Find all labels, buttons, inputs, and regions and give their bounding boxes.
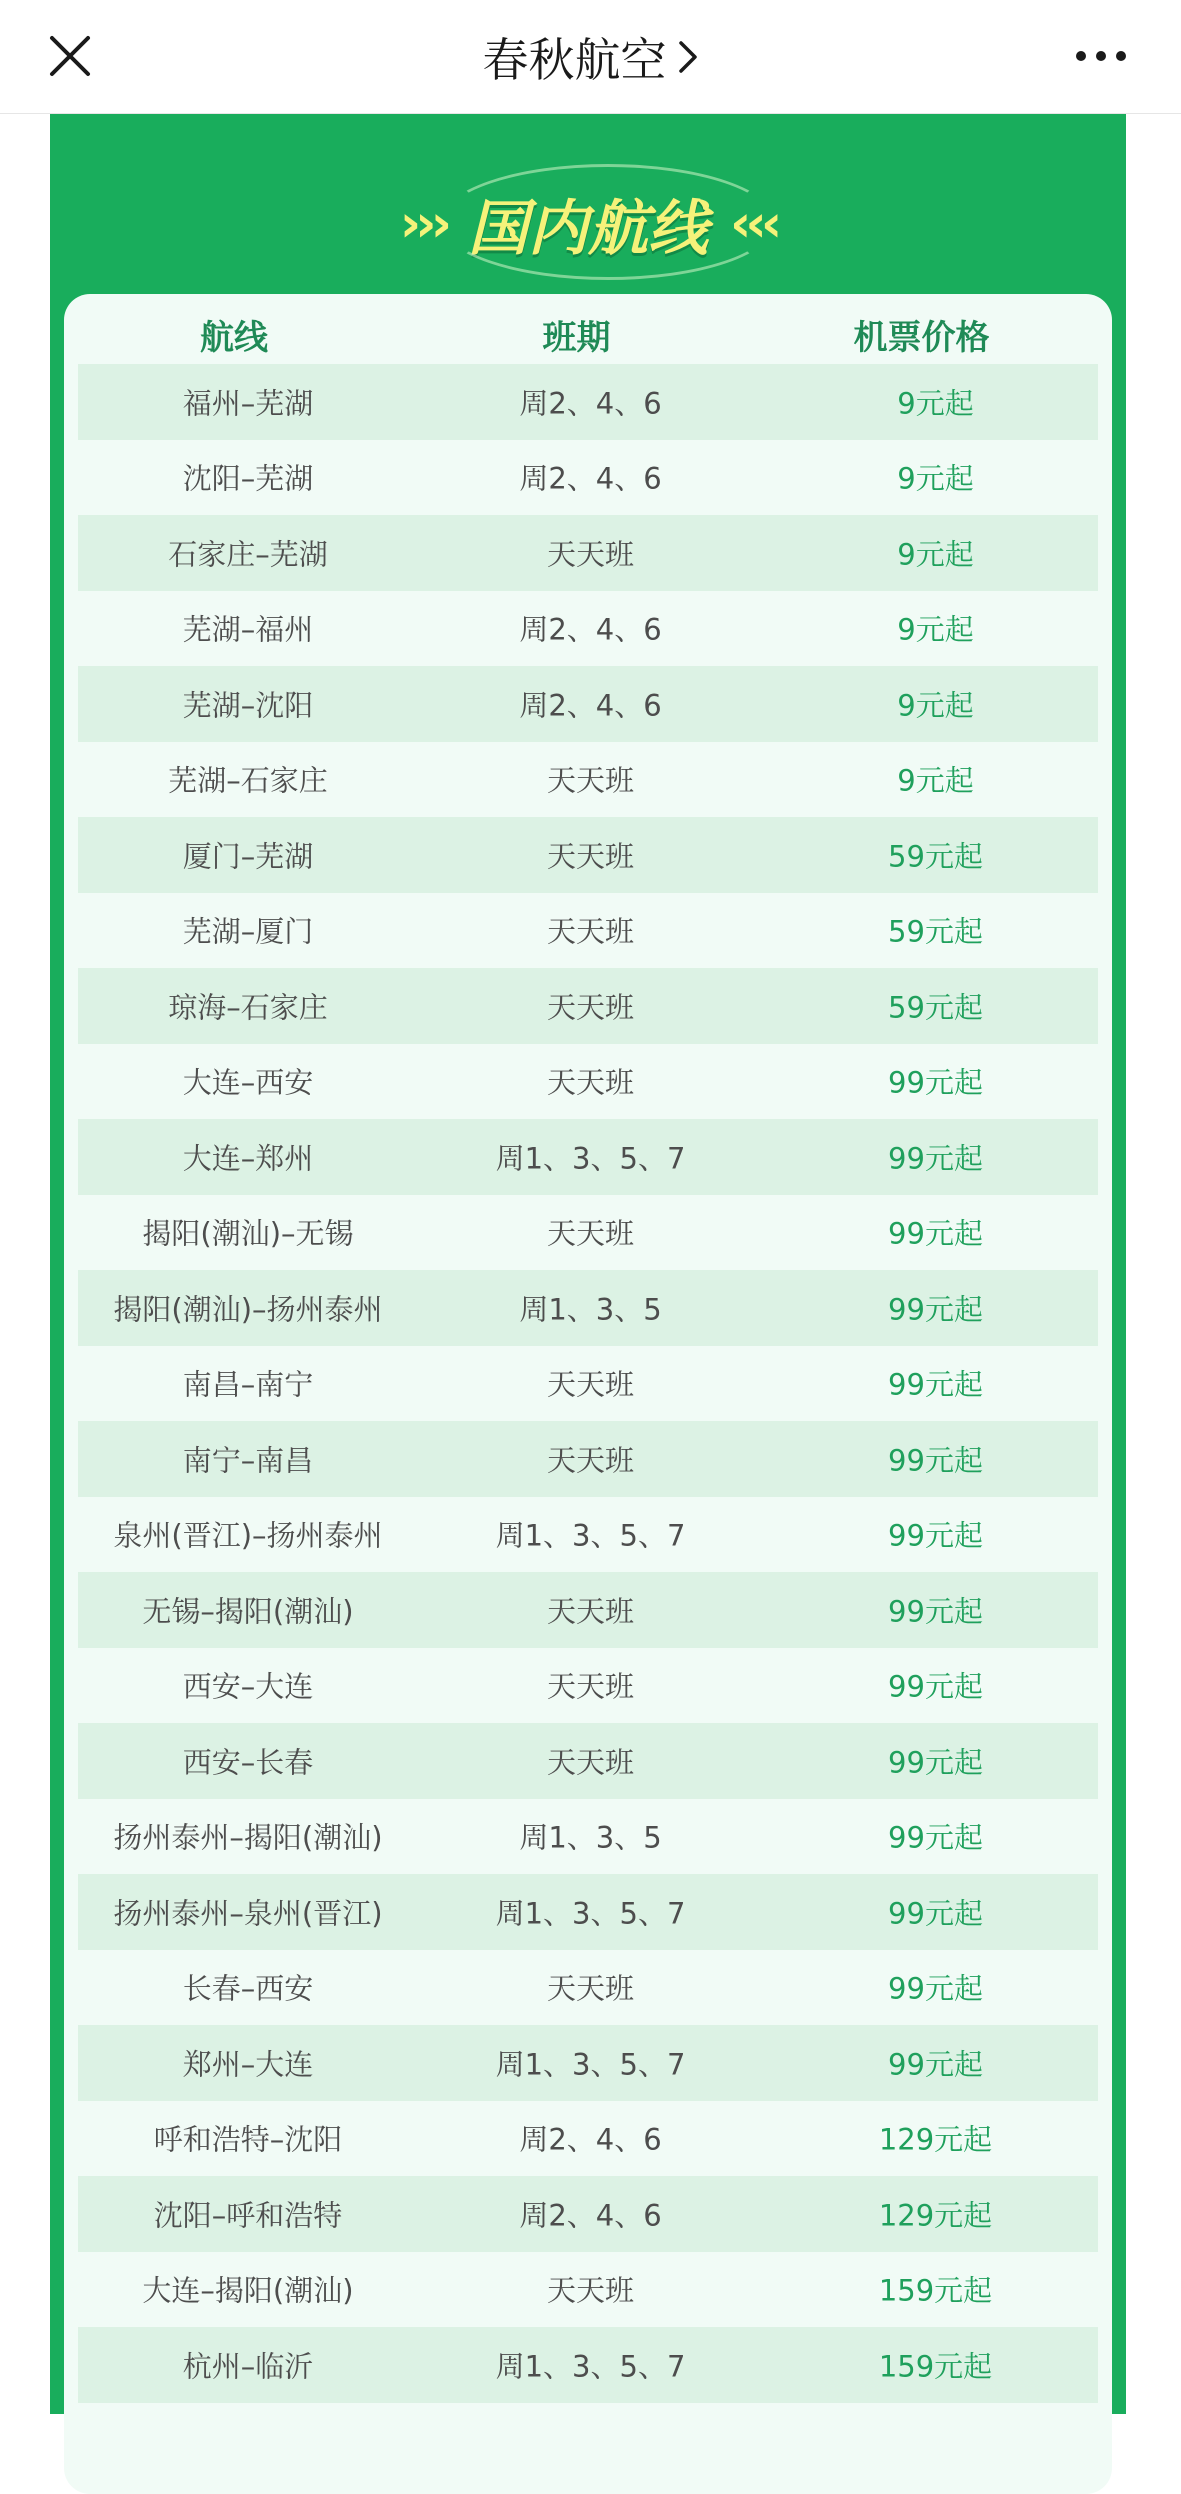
table-row [78, 1421, 1098, 1497]
table-row [78, 666, 1098, 742]
schedule-cell: 天天班 [546, 1971, 634, 2006]
banner-arrows-left: ››› [399, 194, 446, 254]
price-cell: 99元起 [888, 1669, 983, 1704]
table-row [78, 2176, 1098, 2252]
banner-heading: 国内航线 [468, 194, 708, 264]
table-body [64, 364, 1112, 2403]
schedule-cell: 周2、4、6 [519, 386, 662, 421]
price-cell: 9元起 [897, 612, 974, 647]
route-cell: 西安–长春 [182, 1745, 314, 1780]
schedule-cell: 天天班 [546, 1367, 634, 1402]
schedule-cell: 周1、3、5 [519, 1292, 662, 1327]
route-cell: 郑州–大连 [182, 2047, 314, 2082]
price-cell: 9元起 [897, 763, 974, 798]
banner-arrows-right: ‹‹‹ [730, 194, 777, 254]
schedule-cell: 天天班 [546, 1065, 634, 1100]
route-cell: 琼海–石家庄 [168, 990, 328, 1025]
price-cell: 99元起 [888, 1065, 983, 1100]
table-row [78, 893, 1098, 969]
schedule-cell: 周2、4、6 [519, 612, 662, 647]
table-row [78, 1799, 1098, 1875]
table-row [78, 1044, 1098, 1120]
schedule-cell: 天天班 [546, 763, 634, 798]
schedule-cell: 天天班 [546, 839, 634, 874]
header-schedule: 班期 [542, 318, 611, 358]
route-cell: 揭阳(潮汕)–无锡 [142, 1216, 354, 1251]
schedule-cell: 天天班 [546, 1669, 634, 1704]
price-cell: 99元起 [888, 1745, 983, 1780]
price-cell: 99元起 [888, 1971, 983, 2006]
table-row [78, 515, 1098, 591]
table-row [78, 591, 1098, 667]
schedule-cell: 周2、4、6 [519, 2198, 662, 2233]
price-cell: 99元起 [888, 1141, 983, 1176]
more-dots-icon[interactable] [1061, 26, 1141, 86]
route-cell: 长春–西安 [182, 1971, 314, 2006]
table-row [78, 1572, 1098, 1648]
route-cell: 大连–西安 [182, 1065, 314, 1100]
route-cell: 西安–大连 [182, 1669, 314, 1704]
price-cell: 99元起 [888, 1443, 983, 1478]
chevron-right-icon[interactable] [677, 39, 699, 75]
table-row [78, 817, 1098, 893]
price-cell: 129元起 [878, 2122, 993, 2157]
price-cell: 99元起 [888, 2047, 983, 2082]
table-row [78, 1874, 1098, 1950]
table-row [78, 2025, 1098, 2101]
route-cell: 扬州泰州–泉州(晋江) [113, 1896, 383, 1931]
route-cell: 呼和浩特–沈阳 [153, 2122, 343, 2157]
price-cell: 59元起 [888, 914, 983, 949]
banner-swoosh [440, 164, 776, 280]
price-cell: 9元起 [897, 461, 974, 496]
route-cell: 杭州–临沂 [182, 2349, 314, 2384]
table-row [78, 1270, 1098, 1346]
route-cell: 芜湖–石家庄 [168, 763, 328, 798]
route-cell: 大连–郑州 [182, 1141, 314, 1176]
schedule-cell: 天天班 [546, 1745, 634, 1780]
price-cell: 99元起 [888, 1292, 983, 1327]
route-table [64, 294, 1112, 2494]
top-nav-bar [0, 0, 1181, 114]
table-row [78, 1497, 1098, 1573]
route-cell: 石家庄–芜湖 [168, 537, 328, 572]
price-cell: 99元起 [888, 1594, 983, 1629]
table-row [78, 364, 1098, 440]
route-cell: 南昌–南宁 [182, 1367, 314, 1402]
price-cell: 159元起 [878, 2349, 993, 2384]
table-row [78, 742, 1098, 818]
table-row [78, 440, 1098, 516]
schedule-cell: 周1、3、5 [519, 1820, 662, 1855]
schedule-cell: 周1、3、5、7 [495, 1518, 686, 1553]
route-cell: 芜湖–沈阳 [182, 688, 314, 723]
schedule-cell: 天天班 [546, 1443, 634, 1478]
price-cell: 59元起 [888, 990, 983, 1025]
price-cell: 9元起 [897, 688, 974, 723]
schedule-cell: 周1、3、5、7 [495, 1896, 686, 1931]
price-cell: 99元起 [888, 1367, 983, 1402]
table-row [78, 1648, 1098, 1724]
route-cell: 扬州泰州–揭阳(潮汕) [113, 1820, 383, 1855]
schedule-cell: 周1、3、5、7 [495, 2349, 686, 2384]
schedule-cell: 天天班 [546, 1594, 634, 1629]
price-cell: 59元起 [888, 839, 983, 874]
route-cell: 芜湖–福州 [182, 612, 314, 647]
route-cell: 南宁–南昌 [182, 1443, 314, 1478]
schedule-cell: 周2、4、6 [519, 461, 662, 496]
schedule-cell: 天天班 [546, 990, 634, 1025]
price-cell: 99元起 [888, 1820, 983, 1855]
table-row [78, 2101, 1098, 2177]
table-row [78, 2327, 1098, 2403]
table-row [78, 968, 1098, 1044]
schedule-cell: 天天班 [546, 914, 634, 949]
banner [50, 164, 1126, 284]
table-header [64, 294, 1112, 364]
route-cell: 揭阳(潮汕)–扬州泰州 [113, 1292, 383, 1327]
route-cell: 沈阳–呼和浩特 [153, 2198, 343, 2233]
route-cell: 厦门–芜湖 [182, 839, 314, 874]
header-route: 航线 [200, 318, 268, 358]
close-icon[interactable] [40, 26, 100, 86]
table-row [78, 1950, 1098, 2026]
route-cell: 福州–芜湖 [182, 386, 314, 421]
price-cell: 159元起 [878, 2273, 993, 2308]
table-row [78, 1723, 1098, 1799]
schedule-cell: 周1、3、5、7 [495, 2047, 686, 2082]
table-row [78, 1119, 1098, 1195]
price-cell: 99元起 [888, 1518, 983, 1553]
schedule-cell: 周1、3、5、7 [495, 1141, 686, 1176]
route-poster [50, 114, 1126, 2414]
price-cell: 9元起 [897, 537, 974, 572]
price-cell: 9元起 [897, 386, 974, 421]
route-cell: 泉州(晋江)–扬州泰州 [113, 1518, 383, 1553]
header-price: 机票价格 [853, 318, 990, 358]
schedule-cell: 周2、4、6 [519, 688, 662, 723]
route-cell: 无锡–揭阳(潮汕) [142, 1594, 354, 1629]
route-cell: 大连–揭阳(潮汕) [142, 2273, 354, 2308]
table-row [78, 1195, 1098, 1271]
price-cell: 99元起 [888, 1896, 983, 1931]
route-cell: 芜湖–厦门 [182, 914, 314, 949]
table-row [78, 1346, 1098, 1422]
schedule-cell: 周2、4、6 [519, 2122, 662, 2157]
table-row [78, 2252, 1098, 2328]
schedule-cell: 天天班 [546, 1216, 634, 1251]
schedule-cell: 天天班 [546, 2273, 634, 2308]
price-cell: 129元起 [878, 2198, 993, 2233]
price-cell: 99元起 [888, 1216, 983, 1251]
account-title[interactable]: 春秋航空 [482, 32, 667, 87]
schedule-cell: 天天班 [546, 537, 634, 572]
route-cell: 沈阳–芜湖 [182, 461, 314, 496]
